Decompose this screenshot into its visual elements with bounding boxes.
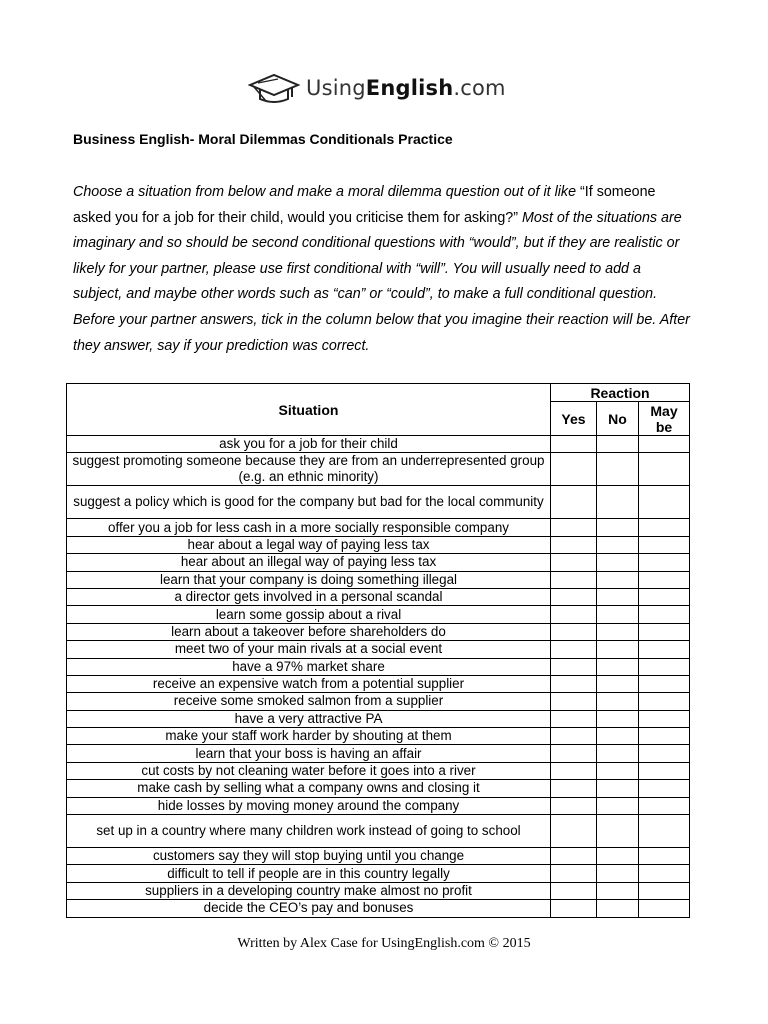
situations-table	[66, 383, 690, 918]
reaction-yes-cell[interactable]	[551, 882, 597, 899]
situation-cell: receive an expensive watch from a potential supplier	[67, 675, 551, 692]
reaction-no-cell[interactable]	[597, 536, 639, 553]
reaction-no-cell[interactable]	[597, 486, 639, 519]
table-row	[67, 486, 690, 519]
reaction-maybe-cell[interactable]	[639, 641, 690, 658]
reaction-yes-cell[interactable]	[551, 536, 597, 553]
reaction-maybe-cell[interactable]	[639, 519, 690, 536]
reaction-maybe-cell[interactable]	[639, 710, 690, 727]
reaction-no-cell[interactable]	[597, 554, 639, 571]
reaction-no-cell[interactable]	[597, 900, 639, 917]
reaction-yes-cell[interactable]	[551, 436, 597, 453]
reaction-no-cell[interactable]	[597, 453, 639, 486]
table-row	[67, 815, 690, 848]
reaction-yes-cell[interactable]	[551, 606, 597, 623]
reaction-yes-cell[interactable]	[551, 865, 597, 882]
reaction-no-cell[interactable]	[597, 745, 639, 762]
table-row	[67, 554, 690, 571]
graduation-cap-icon	[248, 71, 300, 105]
reaction-yes-cell[interactable]	[551, 710, 597, 727]
header-situation: Situation	[67, 384, 551, 436]
table-row	[67, 780, 690, 797]
table-row	[67, 900, 690, 917]
table-row	[67, 588, 690, 605]
situation-cell: decide the CEO’s pay and bonuses	[67, 900, 551, 917]
situation-cell: difficult to tell if people are in this country legally	[67, 865, 551, 882]
example-question: “If someone asked you for a job for their child, would you criticise them for asking?”	[73, 184, 656, 226]
situation-cell: a director gets involved in a personal scandal	[67, 588, 551, 605]
reaction-maybe-cell[interactable]	[639, 486, 690, 519]
table-body	[67, 436, 690, 918]
reaction-no-cell[interactable]	[597, 641, 639, 658]
situation-cell: have a very attractive PA	[67, 710, 551, 727]
table-row	[67, 658, 690, 675]
logo-text: UsingEnglish.com	[306, 76, 506, 100]
situation-cell: set up in a country where many children work instead of going to school	[67, 815, 551, 848]
reaction-maybe-cell[interactable]	[639, 658, 690, 675]
reaction-no-cell[interactable]	[597, 623, 639, 640]
reaction-no-cell[interactable]	[597, 797, 639, 814]
page-title: Business English- Moral Dilemmas Conditionals Practice	[73, 131, 453, 147]
reaction-no-cell[interactable]	[597, 865, 639, 882]
reaction-yes-cell[interactable]	[551, 900, 597, 917]
reaction-maybe-cell[interactable]	[639, 865, 690, 882]
reaction-yes-cell[interactable]	[551, 623, 597, 640]
header-maybe: May be	[639, 402, 690, 436]
situation-cell: suppliers in a developing country make almost no profit	[67, 882, 551, 899]
reaction-no-cell[interactable]	[597, 710, 639, 727]
header-yes: Yes	[551, 402, 597, 436]
table-row	[67, 453, 690, 486]
situation-cell: make cash by selling what a company owns and closing it	[67, 780, 551, 797]
table-row	[67, 728, 690, 745]
table-row	[67, 606, 690, 623]
reaction-no-cell[interactable]	[597, 675, 639, 692]
situation-cell: hear about a legal way of paying less tax	[67, 536, 551, 553]
situation-cell: make your staff work harder by shouting at them	[67, 728, 551, 745]
site-logo	[248, 70, 506, 106]
reaction-yes-cell[interactable]	[551, 762, 597, 779]
table-row	[67, 436, 690, 453]
situation-cell: meet two of your main rivals at a social event	[67, 641, 551, 658]
reaction-no-cell[interactable]	[597, 436, 639, 453]
reaction-yes-cell[interactable]	[551, 693, 597, 710]
situation-cell: hide losses by moving money around the company	[67, 797, 551, 814]
header-reaction: Reaction	[551, 384, 690, 402]
reaction-yes-cell[interactable]	[551, 554, 597, 571]
reaction-yes-cell[interactable]	[551, 745, 597, 762]
situation-cell: learn about a takeover before shareholders do	[67, 623, 551, 640]
reaction-maybe-cell[interactable]	[639, 436, 690, 453]
reaction-yes-cell[interactable]	[551, 588, 597, 605]
table-row	[67, 848, 690, 865]
reaction-maybe-cell[interactable]	[639, 588, 690, 605]
reaction-maybe-cell[interactable]	[639, 693, 690, 710]
reaction-maybe-cell[interactable]	[639, 536, 690, 553]
reaction-maybe-cell[interactable]	[639, 745, 690, 762]
table-row	[67, 745, 690, 762]
situation-cell: learn that your boss is having an affair	[67, 745, 551, 762]
situation-cell: hear about an illegal way of paying less tax	[67, 554, 551, 571]
situation-cell: cut costs by not cleaning water before it goes into a river	[67, 762, 551, 779]
reaction-yes-cell[interactable]	[551, 815, 597, 848]
reaction-yes-cell[interactable]	[551, 453, 597, 486]
table-row	[67, 710, 690, 727]
reaction-yes-cell[interactable]	[551, 780, 597, 797]
reaction-yes-cell[interactable]	[551, 571, 597, 588]
table-row	[67, 675, 690, 692]
reaction-no-cell[interactable]	[597, 658, 639, 675]
table-row	[67, 571, 690, 588]
table-row	[67, 882, 690, 899]
reaction-yes-cell[interactable]	[551, 519, 597, 536]
reaction-yes-cell[interactable]	[551, 728, 597, 745]
footer-credit: Written by Alex Case for UsingEnglish.com © 2015	[237, 936, 531, 951]
table-row	[67, 762, 690, 779]
reaction-maybe-cell[interactable]	[639, 554, 690, 571]
situation-cell: learn that your company is doing something illegal	[67, 571, 551, 588]
table-row	[67, 519, 690, 536]
reaction-yes-cell[interactable]	[551, 486, 597, 519]
reaction-no-cell[interactable]	[597, 588, 639, 605]
situation-cell: suggest promoting someone because they are from an underrepresented group (e.g. an ethnic minority)	[67, 453, 551, 486]
situation-cell: customers say they will stop buying until you change	[67, 848, 551, 865]
table-row	[67, 623, 690, 640]
reaction-maybe-cell[interactable]	[639, 900, 690, 917]
reaction-yes-cell[interactable]	[551, 658, 597, 675]
reaction-maybe-cell[interactable]	[639, 882, 690, 899]
reaction-no-cell[interactable]	[597, 762, 639, 779]
table-row	[67, 797, 690, 814]
reaction-yes-cell[interactable]	[551, 848, 597, 865]
reaction-maybe-cell[interactable]	[639, 762, 690, 779]
reaction-yes-cell[interactable]	[551, 675, 597, 692]
situation-cell: receive some smoked salmon from a supplier	[67, 693, 551, 710]
header-no: No	[597, 402, 639, 436]
situation-cell: ask you for a job for their child	[67, 436, 551, 453]
reaction-no-cell[interactable]	[597, 519, 639, 536]
table-row	[67, 865, 690, 882]
table-row	[67, 536, 690, 553]
reaction-no-cell[interactable]	[597, 728, 639, 745]
reaction-no-cell[interactable]	[597, 815, 639, 848]
reaction-yes-cell[interactable]	[551, 641, 597, 658]
reaction-no-cell[interactable]	[597, 571, 639, 588]
reaction-no-cell[interactable]	[597, 693, 639, 710]
reaction-maybe-cell[interactable]	[639, 728, 690, 745]
reaction-no-cell[interactable]	[597, 780, 639, 797]
reaction-maybe-cell[interactable]	[639, 623, 690, 640]
situation-cell: suggest a policy which is good for the company but bad for the local community	[67, 486, 551, 519]
reaction-no-cell[interactable]	[597, 848, 639, 865]
situation-cell: have a 97% market share	[67, 658, 551, 675]
reaction-maybe-cell[interactable]	[639, 815, 690, 848]
reaction-maybe-cell[interactable]	[639, 675, 690, 692]
reaction-maybe-cell[interactable]	[639, 797, 690, 814]
table-row	[67, 693, 690, 710]
reaction-no-cell[interactable]	[597, 606, 639, 623]
reaction-maybe-cell[interactable]	[639, 848, 690, 865]
reaction-no-cell[interactable]	[597, 882, 639, 899]
reaction-yes-cell[interactable]	[551, 797, 597, 814]
reaction-maybe-cell[interactable]	[639, 571, 690, 588]
reaction-maybe-cell[interactable]	[639, 780, 690, 797]
table-row	[67, 641, 690, 658]
situation-cell: learn some gossip about a rival	[67, 606, 551, 623]
instructions-paragraph: Choose a situation from below and make a moral dilemma question out of it like “If someone asked you for a job for their child, would you criticise them for asking?” Most of the situations are imaginary and so should be second conditional questions with “would”, but if they are realistic or likely for your partner, please use first conditional with “will”. You will usually need to add a subject, and maybe other words such as “can” or “could”, to make a full conditional question. Before your partner answers, tick in the column below that you imagine their reaction will be. After they answer, say if your prediction was correct.	[73, 184, 690, 354]
reaction-maybe-cell[interactable]	[639, 606, 690, 623]
situation-cell: offer you a job for less cash in a more socially responsible company	[67, 519, 551, 536]
reaction-maybe-cell[interactable]	[639, 453, 690, 486]
